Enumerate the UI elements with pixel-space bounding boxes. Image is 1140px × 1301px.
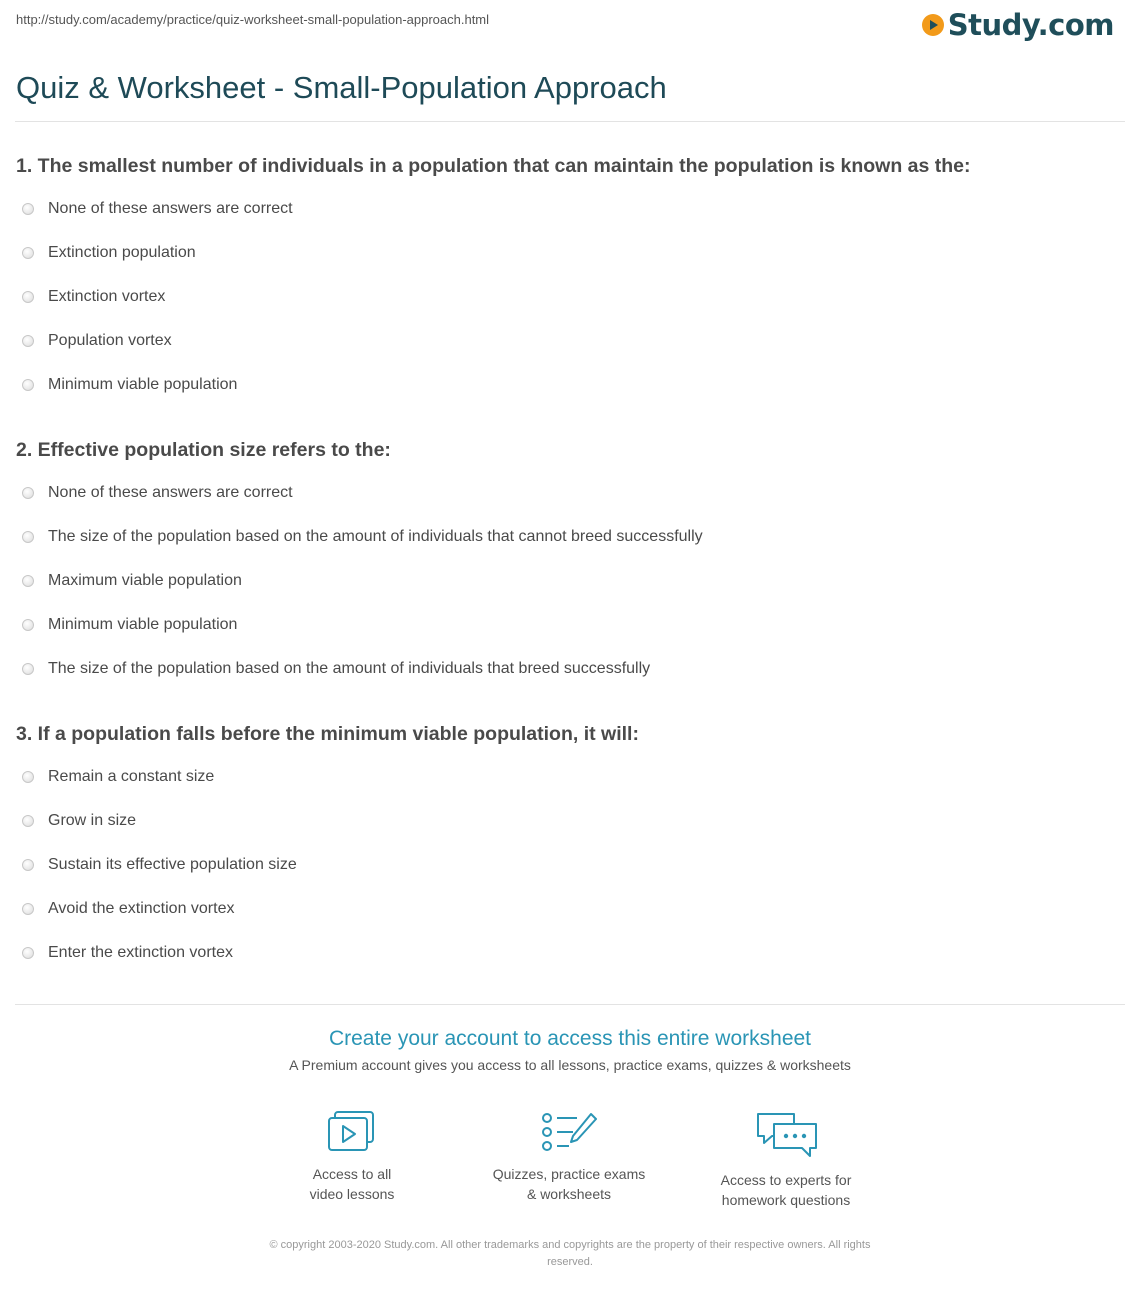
radio-button[interactable] <box>22 663 34 675</box>
chat-bubbles-icon <box>754 1110 818 1160</box>
option-label: Extinction population <box>48 244 196 261</box>
option-label: None of these answers are correct <box>48 200 293 217</box>
copyright-line-2: reserved. <box>547 1256 593 1268</box>
option-label: None of these answers are correct <box>48 484 293 501</box>
q3-option-4[interactable] <box>22 900 234 918</box>
question-3: 3. If a population falls before the minimum viable population, it will: <box>16 723 639 745</box>
question-1: 1. The smallest number of individuals in a population that can maintain the population is known as the: <box>16 155 971 177</box>
video-lessons-icon <box>326 1110 378 1154</box>
page-url: http://study.com/academy/practice/quiz-worksheet-small-population-approach.html <box>16 12 490 27</box>
radio-button[interactable] <box>22 487 34 499</box>
study-logo[interactable] <box>922 8 1114 42</box>
q2-option-4[interactable] <box>22 616 237 634</box>
option-label: Grow in size <box>48 812 137 829</box>
q1-option-3[interactable] <box>22 288 165 306</box>
q1-option-5[interactable] <box>22 376 237 394</box>
option-label: Extinction vortex <box>48 288 166 305</box>
q3-option-5[interactable] <box>22 944 233 962</box>
radio-button[interactable] <box>22 947 34 959</box>
q3-option-3[interactable] <box>22 856 297 874</box>
option-label: Enter the extinction vortex <box>48 944 233 961</box>
feature-experts <box>686 1110 886 1210</box>
radio-button[interactable] <box>22 903 34 915</box>
quiz-list-icon <box>541 1110 597 1154</box>
cta-subtitle: A Premium account gives you access to all lessons, practice exams, quizzes & worksheets <box>289 1057 851 1073</box>
play-logo-icon <box>922 14 944 36</box>
title-divider <box>15 121 1125 122</box>
radio-button[interactable] <box>22 771 34 783</box>
copyright-line-1: © copyright 2003-2020 Study.com. All other trademarks and copyrights are the property of their respective owners. All rights <box>269 1239 871 1251</box>
feature-label: Quizzes, practice exams & worksheets <box>492 1166 646 1202</box>
q2-option-5[interactable] <box>22 660 650 678</box>
page-title: Quiz & Worksheet - Small-Population Approach <box>16 70 667 105</box>
feature-video-lessons <box>252 1110 452 1204</box>
q3-option-2[interactable] <box>22 812 136 830</box>
feature-quizzes <box>469 1110 669 1204</box>
radio-button[interactable] <box>22 379 34 391</box>
radio-button[interactable] <box>22 203 34 215</box>
question-2: 2. Effective population size refers to the: <box>16 439 391 461</box>
logo-text: Study.com <box>947 8 1114 42</box>
section-divider <box>15 1004 1125 1005</box>
option-label: Minimum viable population <box>48 376 238 393</box>
option-label: Remain a constant size <box>48 768 215 785</box>
radio-button[interactable] <box>22 247 34 259</box>
option-label: The size of the population based on the amount of individuals that cannot breed successfully <box>48 528 703 545</box>
q3-option-1[interactable] <box>22 768 214 786</box>
radio-button[interactable] <box>22 531 34 543</box>
radio-button[interactable] <box>22 619 34 631</box>
option-label: Population vortex <box>48 332 172 349</box>
q1-option-1[interactable] <box>22 200 293 218</box>
radio-button[interactable] <box>22 335 34 347</box>
option-label: Minimum viable population <box>48 616 238 633</box>
option-label: Maximum viable population <box>48 572 242 589</box>
copyright <box>0 1237 1140 1271</box>
option-label: The size of the population based on the amount of individuals that breed successfully <box>48 660 651 677</box>
q1-option-2[interactable] <box>22 244 196 262</box>
feature-label: Access to experts for homework questions <box>720 1172 852 1208</box>
q2-option-1[interactable] <box>22 484 293 502</box>
radio-button[interactable] <box>22 859 34 871</box>
option-label: Avoid the extinction vortex <box>48 900 235 917</box>
feature-label: Access to all video lessons <box>309 1166 395 1202</box>
radio-button[interactable] <box>22 815 34 827</box>
q2-option-3[interactable] <box>22 572 242 590</box>
option-label: Sustain its effective population size <box>48 856 297 873</box>
create-account-link[interactable]: Create your account to access this entire worksheet <box>328 1027 812 1050</box>
q2-option-2[interactable] <box>22 528 703 546</box>
radio-button[interactable] <box>22 575 34 587</box>
q1-option-4[interactable] <box>22 332 172 350</box>
radio-button[interactable] <box>22 291 34 303</box>
